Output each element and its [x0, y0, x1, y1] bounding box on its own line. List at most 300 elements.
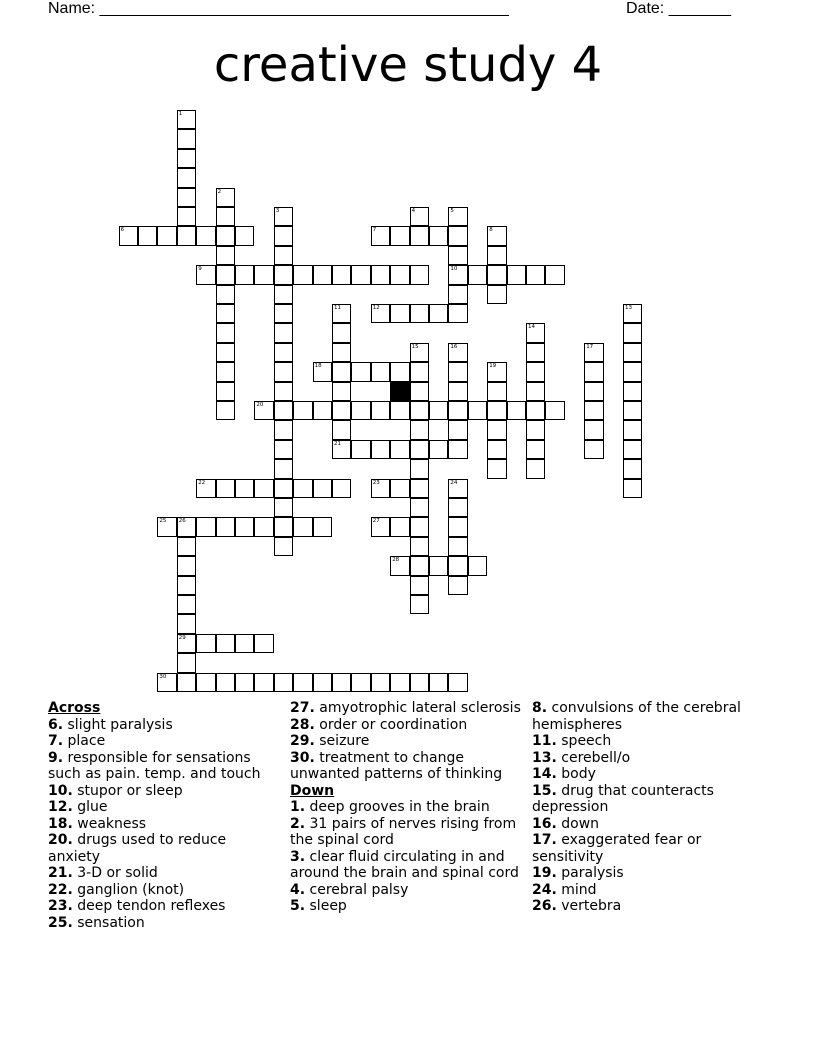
- crossword-cell[interactable]: [177, 207, 196, 226]
- crossword-cell[interactable]: [371, 265, 390, 284]
- clue-text: clear fluid circulating in and around the brain and spinal cord: [290, 848, 519, 881]
- clue-item: [48, 799, 278, 816]
- crossword-cell[interactable]: [468, 401, 487, 420]
- crossword-cell[interactable]: [293, 265, 312, 284]
- clue-number: 6.: [48, 716, 64, 733]
- cell-number: 12: [372, 305, 380, 311]
- clue-number: 3.: [290, 848, 306, 865]
- crossword-cell[interactable]: [371, 362, 390, 381]
- crossword-cell[interactable]: [410, 459, 429, 478]
- across-heading: Across: [48, 700, 101, 716]
- crossword-cell[interactable]: [332, 479, 351, 498]
- crossword-cell[interactable]: [274, 517, 293, 536]
- crossword-cell[interactable]: [254, 673, 273, 692]
- crossword-cell[interactable]: [468, 556, 487, 575]
- crossword-cell[interactable]: [390, 226, 409, 245]
- crossword-cell[interactable]: [526, 440, 545, 459]
- crossword-cell[interactable]: [448, 401, 467, 420]
- crossword-cell[interactable]: [274, 537, 293, 556]
- crossword-cell[interactable]: [216, 188, 235, 207]
- crossword-cell[interactable]: [429, 304, 448, 323]
- crossword-cell[interactable]: [623, 304, 642, 323]
- crossword-cell[interactable]: [313, 401, 332, 420]
- crossword-cell[interactable]: [545, 265, 564, 284]
- crossword-cell[interactable]: [216, 226, 235, 245]
- crossword-cell[interactable]: [487, 440, 506, 459]
- crossword-cell[interactable]: [216, 479, 235, 498]
- crossword-cell[interactable]: [390, 479, 409, 498]
- crossword-cell[interactable]: [448, 440, 467, 459]
- crossword-cell[interactable]: [410, 479, 429, 498]
- crossword-cell[interactable]: [410, 362, 429, 381]
- crossword-cell[interactable]: [410, 556, 429, 575]
- crossword-cell[interactable]: [313, 265, 332, 284]
- clue-text: amyotrophic lateral sclerosis: [319, 700, 521, 716]
- crossword-cell[interactable]: [196, 673, 215, 692]
- clue-item: [290, 799, 526, 816]
- crossword-cell[interactable]: [313, 673, 332, 692]
- clue-text: treatment to change unwanted patterns of thinking: [290, 749, 503, 782]
- crossword-cell[interactable]: [351, 362, 370, 381]
- crossword-cell[interactable]: [351, 673, 370, 692]
- clue-item: [48, 915, 278, 932]
- crossword-cell[interactable]: [351, 265, 370, 284]
- crossword-cell[interactable]: [177, 537, 196, 556]
- crossword-cell[interactable]: [235, 634, 254, 653]
- crossword-cell[interactable]: [410, 576, 429, 595]
- crossword-cell[interactable]: [196, 226, 215, 245]
- clue-item: [48, 783, 278, 800]
- crossword-cell[interactable]: [332, 440, 351, 459]
- clue-text: paralysis: [561, 865, 624, 881]
- crossword-cell[interactable]: [216, 285, 235, 304]
- crossword-cell[interactable]: [216, 323, 235, 342]
- crossword-cell[interactable]: [448, 343, 467, 362]
- cell-number: 25: [159, 518, 167, 525]
- clue-text: glue: [77, 799, 108, 815]
- crossword-cell[interactable]: [332, 382, 351, 401]
- crossword-cell[interactable]: [487, 420, 506, 439]
- crossword-cell[interactable]: [235, 517, 254, 536]
- clue-text: weakness: [77, 815, 147, 832]
- crossword-cell[interactable]: [274, 362, 293, 381]
- cell-number: 21: [334, 440, 341, 447]
- crossword-cell[interactable]: [274, 459, 293, 478]
- crossword-cell[interactable]: [410, 517, 429, 536]
- crossword-cell[interactable]: [429, 556, 448, 575]
- crossword-cell[interactable]: [448, 362, 467, 381]
- crossword-cell[interactable]: [371, 226, 390, 245]
- crossword-cell[interactable]: [390, 304, 409, 323]
- crossword-cell[interactable]: [584, 420, 603, 439]
- clue-number: 9.: [48, 749, 64, 766]
- clue-text: speech: [561, 733, 612, 749]
- crossword-cell[interactable]: [390, 440, 409, 459]
- crossword-cell[interactable]: [216, 401, 235, 420]
- crossword-cell[interactable]: [410, 304, 429, 323]
- crossword-cell[interactable]: [332, 304, 351, 323]
- crossword-cell[interactable]: [371, 479, 390, 498]
- crossword-cell[interactable]: [526, 401, 545, 420]
- crossword-cell[interactable]: [177, 517, 196, 536]
- crossword-cell[interactable]: [448, 498, 467, 517]
- crossword-cell[interactable]: [177, 576, 196, 595]
- cell-number: 27: [372, 518, 380, 525]
- clue-number: 27.: [290, 700, 315, 716]
- crossword-cell[interactable]: [254, 634, 273, 653]
- clue-number: 4.: [290, 881, 306, 898]
- cell-number: 30: [159, 673, 167, 680]
- cell-number: 2: [217, 188, 222, 195]
- crossword-cell[interactable]: [274, 207, 293, 226]
- down-heading: Down: [290, 782, 335, 799]
- crossword-cell[interactable]: [274, 246, 293, 265]
- crossword-cell[interactable]: [390, 265, 409, 284]
- crossword-cell[interactable]: [429, 673, 448, 692]
- clue-number: 22.: [48, 881, 73, 898]
- crossword-cell[interactable]: [410, 440, 429, 459]
- clue-item: [290, 717, 526, 734]
- clue-item: [48, 832, 278, 865]
- crossword-cell[interactable]: [216, 207, 235, 226]
- crossword-cell[interactable]: [332, 265, 351, 284]
- crossword-cell[interactable]: [293, 673, 312, 692]
- clue-number: 13.: [532, 749, 557, 766]
- crossword-cell[interactable]: [584, 362, 603, 381]
- crossword-cell[interactable]: [623, 323, 642, 342]
- crossword-cell[interactable]: [410, 382, 429, 401]
- crossword-cell[interactable]: [119, 226, 138, 245]
- crossword-cell[interactable]: [216, 304, 235, 323]
- crossword-cell[interactable]: [623, 420, 642, 439]
- crossword-cell[interactable]: [157, 517, 176, 536]
- clue-text: deep tendon reflexes: [77, 898, 226, 914]
- crossword-cell[interactable]: [235, 479, 254, 498]
- crossword-cell[interactable]: [429, 401, 448, 420]
- clue-number: 16.: [532, 815, 557, 832]
- crossword-cell[interactable]: [274, 265, 293, 284]
- crossword-cell[interactable]: [410, 595, 429, 614]
- crossword-cell[interactable]: [487, 459, 506, 478]
- crossword-cell[interactable]: [526, 362, 545, 381]
- crossword-cell[interactable]: [332, 401, 351, 420]
- clue-column-2: [290, 700, 526, 915]
- clue-text: body: [561, 766, 596, 782]
- page-title: creative study 4: [213, 37, 603, 93]
- crossword-cell[interactable]: [177, 595, 196, 614]
- clue-text: seizure: [319, 733, 370, 749]
- crossword-cell[interactable]: [177, 673, 196, 692]
- clue-number: 14.: [532, 766, 557, 782]
- crossword-cell[interactable]: [487, 246, 506, 265]
- crossword-cell[interactable]: [274, 420, 293, 439]
- cell-number: 13: [625, 305, 632, 311]
- clue-item: [290, 898, 526, 915]
- clue-item: [290, 849, 526, 882]
- clue-item: [290, 750, 526, 783]
- crossword-cell[interactable]: [390, 401, 409, 420]
- cell-number: 4: [411, 208, 416, 214]
- cell-number: 1: [178, 111, 183, 117]
- crossword-cell[interactable]: [332, 323, 351, 342]
- crossword-cell[interactable]: [177, 634, 196, 653]
- crossword-cell[interactable]: [177, 226, 196, 245]
- crossword-cell[interactable]: [332, 420, 351, 439]
- crossword-cell[interactable]: [410, 207, 429, 226]
- crossword-cell[interactable]: [254, 401, 273, 420]
- crossword-cell[interactable]: [448, 517, 467, 536]
- crossword-cell[interactable]: [351, 401, 370, 420]
- crossword-cell[interactable]: [487, 265, 506, 284]
- crossword-cell[interactable]: [410, 343, 429, 362]
- crossword-cell[interactable]: [390, 517, 409, 536]
- crossword-cell[interactable]: [448, 420, 467, 439]
- crossword-cell[interactable]: [274, 479, 293, 498]
- crossword-cell[interactable]: [448, 207, 467, 226]
- crossword-cell[interactable]: [526, 323, 545, 342]
- crossword-cell[interactable]: [293, 517, 312, 536]
- clue-item: [532, 783, 768, 816]
- crossword-cell[interactable]: [487, 285, 506, 304]
- clue-text: vertebra: [561, 898, 622, 914]
- clue-text: ganglion (knot): [77, 881, 185, 898]
- crossword-cell[interactable]: [448, 537, 467, 556]
- clue-number: 19.: [532, 865, 557, 881]
- clue-item: [290, 700, 526, 717]
- crossword-cell[interactable]: [448, 576, 467, 595]
- clue-text: sleep: [309, 898, 347, 914]
- clue-text: drug that counteracts depression: [532, 782, 714, 815]
- clue-item: [532, 816, 768, 833]
- crossword-cell[interactable]: [293, 401, 312, 420]
- crossword-cell[interactable]: [274, 285, 293, 304]
- clue-number: 18.: [48, 815, 73, 832]
- cell-number: 29: [178, 634, 186, 641]
- crossword-cell[interactable]: [196, 479, 215, 498]
- crossword-cell[interactable]: [429, 440, 448, 459]
- clue-text: 31 pairs of nerves rising from the spinal cord: [290, 815, 517, 848]
- crossword-cell[interactable]: [216, 517, 235, 536]
- crossword-cell[interactable]: [332, 343, 351, 362]
- crossword-cell[interactable]: [468, 265, 487, 284]
- crossword-cell[interactable]: [410, 401, 429, 420]
- crossword-cell[interactable]: [584, 382, 603, 401]
- crossword-cell[interactable]: [448, 285, 467, 304]
- crossword-cell[interactable]: [623, 362, 642, 381]
- clue-number: 10.: [48, 782, 73, 799]
- crossword-cell[interactable]: [526, 459, 545, 478]
- crossword-cell[interactable]: [274, 401, 293, 420]
- crossword-cell[interactable]: [623, 459, 642, 478]
- cell-number: 28: [392, 557, 400, 564]
- crossword-cell[interactable]: [274, 498, 293, 517]
- clue-item: [532, 882, 768, 899]
- clue-item: [532, 733, 768, 750]
- crossword-cell[interactable]: [196, 634, 215, 653]
- crossword-cell[interactable]: [313, 517, 332, 536]
- crossword-cell[interactable]: [623, 382, 642, 401]
- crossword-cell[interactable]: [487, 362, 506, 381]
- clue-item: [48, 717, 278, 734]
- clue-number: 5.: [290, 898, 306, 914]
- crossword-cell[interactable]: [274, 673, 293, 692]
- clue-number: 2.: [290, 815, 306, 832]
- crossword-cell[interactable]: [274, 440, 293, 459]
- crossword-cell[interactable]: [177, 168, 196, 187]
- crossword-cell[interactable]: [526, 343, 545, 362]
- crossword-cell[interactable]: [584, 401, 603, 420]
- crossword-cell[interactable]: [390, 673, 409, 692]
- clue-number: 17.: [532, 832, 557, 848]
- cell-number: 22: [198, 479, 206, 486]
- crossword-cell[interactable]: [274, 304, 293, 323]
- crossword-cell[interactable]: [448, 246, 467, 265]
- crossword-cell[interactable]: [410, 420, 429, 439]
- crossword-cell[interactable]: [177, 149, 196, 168]
- crossword-cell[interactable]: [623, 479, 642, 498]
- crossword-cell[interactable]: [177, 110, 196, 129]
- date-field-label: Date: _______: [626, 0, 731, 17]
- clue-number: 11.: [532, 733, 557, 749]
- clue-item: [48, 750, 278, 783]
- clue-number: 15.: [532, 782, 557, 799]
- clue-item: [48, 898, 278, 915]
- crossword-cell[interactable]: [157, 226, 176, 245]
- crossword-cell[interactable]: [507, 265, 526, 284]
- crossword-cell[interactable]: [254, 517, 273, 536]
- clue-item: [532, 766, 768, 783]
- crossword-cell[interactable]: [448, 479, 467, 498]
- crossword-cell[interactable]: [390, 556, 409, 575]
- crossword-cell[interactable]: [487, 401, 506, 420]
- crossword-cell[interactable]: [177, 556, 196, 575]
- clue-number: 26.: [532, 898, 557, 914]
- crossword-cell[interactable]: [196, 265, 215, 284]
- cell-number: 24: [450, 479, 458, 486]
- crossword-cell[interactable]: [371, 673, 390, 692]
- crossword-cell[interactable]: [448, 673, 467, 692]
- crossword-cell[interactable]: [216, 673, 235, 692]
- crossword-cell[interactable]: [584, 440, 603, 459]
- crossword-cell[interactable]: [216, 246, 235, 265]
- clue-number: 21.: [48, 865, 73, 881]
- crossword-cell[interactable]: [623, 401, 642, 420]
- crossword-cell[interactable]: [254, 479, 273, 498]
- cell-number: 17: [586, 343, 594, 350]
- crossword-cell[interactable]: [138, 226, 157, 245]
- crossword-cell[interactable]: [216, 265, 235, 284]
- crossword-cell[interactable]: [196, 517, 215, 536]
- cell-number: 14: [528, 324, 535, 331]
- crossword-cell[interactable]: [332, 673, 351, 692]
- clue-number: 30.: [290, 749, 315, 766]
- crossword-cell[interactable]: [157, 673, 176, 692]
- crossword-cell[interactable]: [293, 479, 312, 498]
- crossword-cell[interactable]: [332, 362, 351, 381]
- cell-number: 18: [314, 363, 322, 370]
- crossword-cell[interactable]: [448, 556, 467, 575]
- crossword-cell[interactable]: [448, 265, 467, 284]
- crossword-cell[interactable]: [410, 673, 429, 692]
- clue-number: 28.: [290, 716, 315, 733]
- crossword-cell[interactable]: [429, 226, 448, 245]
- crossword-cell[interactable]: [526, 265, 545, 284]
- crossword-cell[interactable]: [177, 188, 196, 207]
- crossword-cell[interactable]: [216, 343, 235, 362]
- clue-item: [290, 816, 526, 849]
- crossword-cell[interactable]: [410, 537, 429, 556]
- clue-column-1: [48, 700, 278, 931]
- clue-item: [532, 865, 768, 882]
- crossword-cell[interactable]: [487, 382, 506, 401]
- crossword-cell[interactable]: [235, 226, 254, 245]
- clue-text: exaggerated fear or sensitivity: [532, 832, 702, 865]
- clue-item: [532, 832, 768, 865]
- crossword-cell[interactable]: [274, 323, 293, 342]
- cell-number: 19: [489, 363, 497, 370]
- crossword-cell[interactable]: [371, 440, 390, 459]
- crossword-cell[interactable]: [177, 653, 196, 672]
- cell-number: 8: [489, 227, 493, 234]
- crossword-cell[interactable]: [351, 440, 370, 459]
- crossword-cell[interactable]: [487, 226, 506, 245]
- crossword-cell[interactable]: [254, 265, 273, 284]
- crossword-cell[interactable]: [216, 382, 235, 401]
- crossword-cell[interactable]: [216, 634, 235, 653]
- crossword-cell[interactable]: [526, 382, 545, 401]
- cell-number: 26: [178, 518, 186, 525]
- crossword-cell[interactable]: [274, 343, 293, 362]
- crossword-cell[interactable]: [371, 304, 390, 323]
- crossword-cell[interactable]: [526, 420, 545, 439]
- crossword-cell[interactable]: [410, 226, 429, 245]
- crossword-cell[interactable]: [313, 479, 332, 498]
- crossword-cell[interactable]: [313, 362, 332, 381]
- crossword-cell[interactable]: [410, 498, 429, 517]
- crossword-cell[interactable]: [545, 401, 564, 420]
- crossword-cell[interactable]: [235, 265, 254, 284]
- crossword-cell[interactable]: [177, 129, 196, 148]
- clue-number: 25.: [48, 914, 73, 931]
- clue-item: [532, 700, 768, 733]
- crossword-cell[interactable]: [177, 614, 196, 633]
- crossword-cell[interactable]: [448, 382, 467, 401]
- crossword-cell[interactable]: [235, 673, 254, 692]
- crossword-cell[interactable]: [623, 440, 642, 459]
- clue-item: [532, 750, 768, 767]
- cell-number: 11: [334, 305, 341, 311]
- crossword-cell[interactable]: [274, 382, 293, 401]
- crossword-cell[interactable]: [390, 362, 409, 381]
- cell-number: 7: [372, 227, 377, 234]
- crossword-cell[interactable]: [410, 265, 429, 284]
- crossword-cell[interactable]: [216, 362, 235, 381]
- crossword-cell[interactable]: [448, 226, 467, 245]
- crossword-cell[interactable]: [507, 401, 526, 420]
- crossword-cell[interactable]: [623, 343, 642, 362]
- crossword-cell[interactable]: [584, 343, 603, 362]
- clue-text: 3-D or solid: [77, 865, 158, 881]
- cell-number: 5: [450, 208, 454, 214]
- crossword-cell[interactable]: [371, 517, 390, 536]
- crossword-cell[interactable]: [274, 226, 293, 245]
- crossword-cell[interactable]: [371, 401, 390, 420]
- crossword-cell[interactable]: [448, 304, 467, 323]
- clue-text: sensation: [77, 914, 145, 931]
- clue-number: 8.: [532, 700, 548, 716]
- clue-text: stupor or sleep: [77, 782, 183, 799]
- cell-number: 16: [450, 343, 458, 350]
